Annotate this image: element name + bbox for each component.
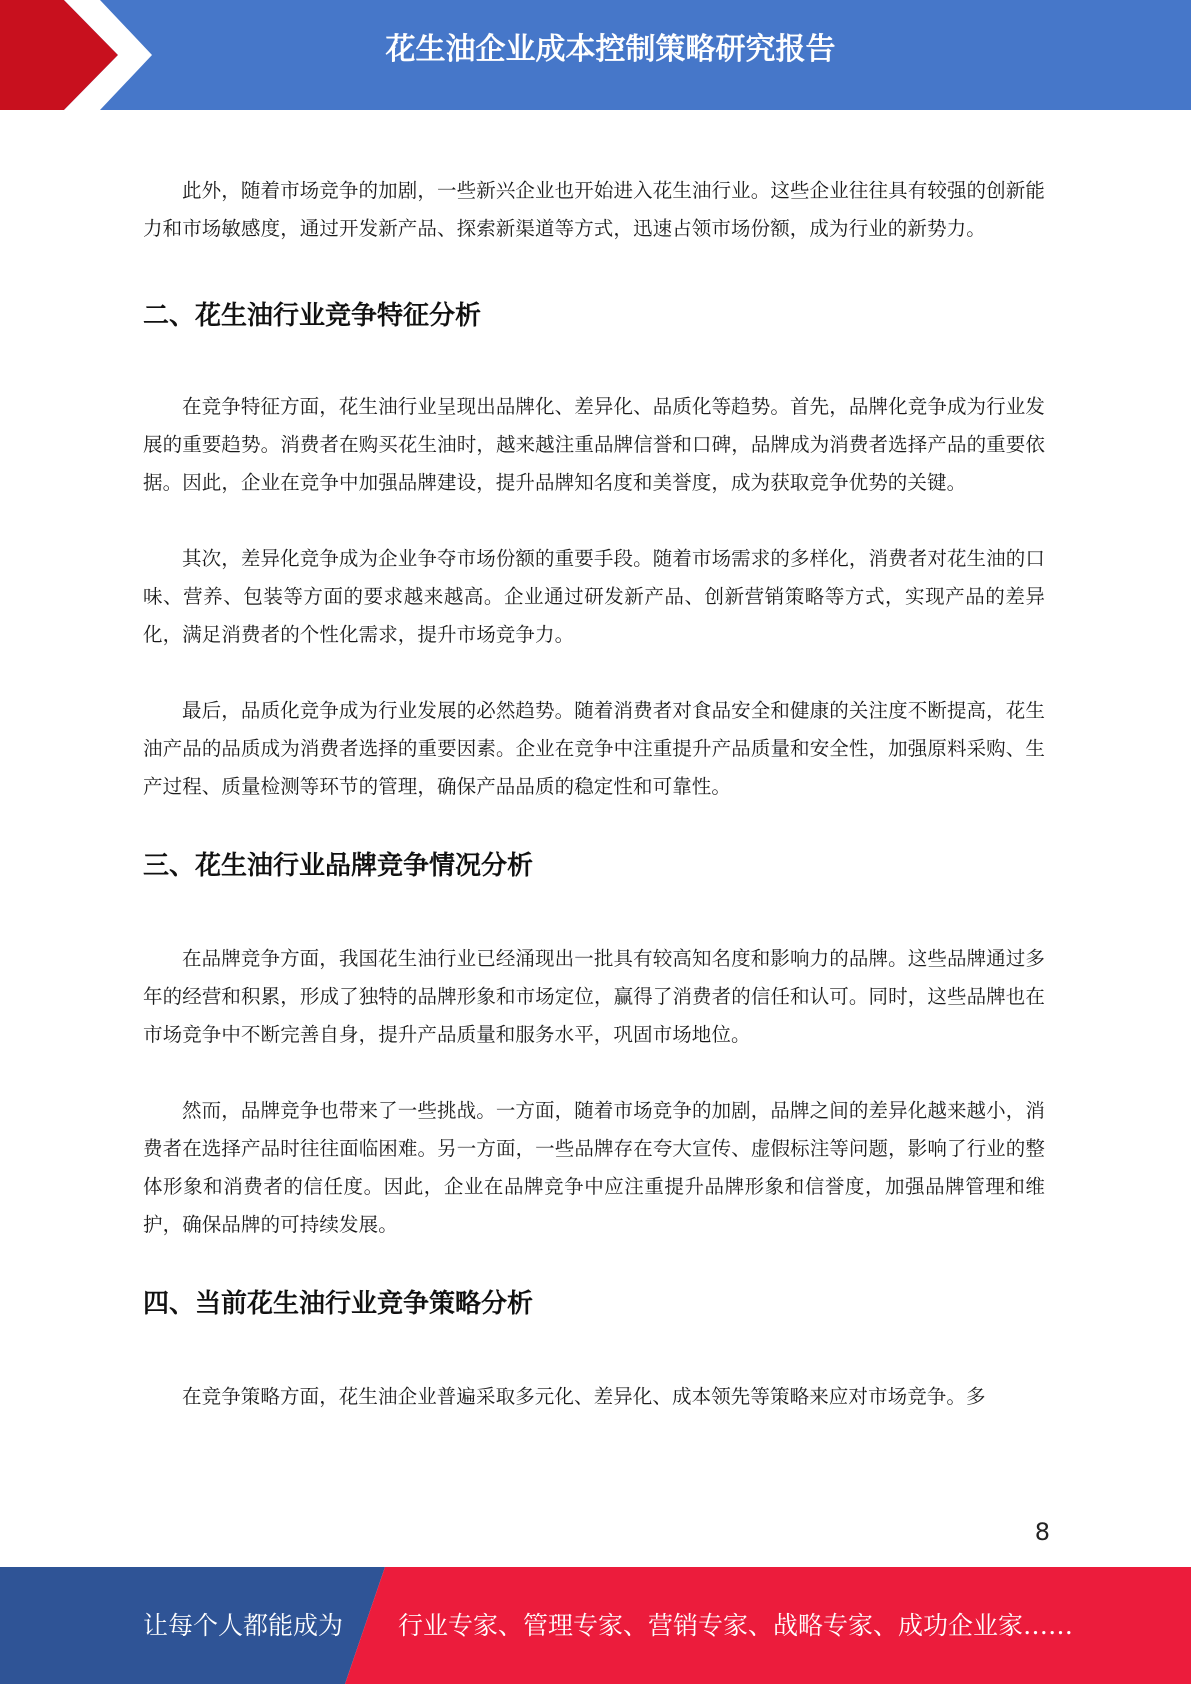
footer-slogan-right: 行业专家、管理专家、营销专家、战略专家、成功企业家…… [398, 1611, 1074, 1640]
header-title: 花生油企业成本控制策略研究报告 [385, 32, 836, 67]
page-header [0, 0, 1191, 110]
paragraph-intro: 此外，随着市场竞争的加剧，一些新兴企业也开始进入花生油行业。这些企业往往具有较强的创新能力和市场敏感度，通过开发新产品、探索新渠道等方式，迅速占领市场份额，成为行业的新势力。 [143, 179, 1045, 240]
paragraph-brand-competition: 在品牌竞争方面，我国花生油行业已经涌现出一批具有较高知名度和影响力的品牌。这些品牌通过多年的经营和积累，形成了独特的品牌形象和市场定位，赢得了消费者的信任和认可。同时，这些品牌也在市场竞争中不断完善自身，提升产品质量和服务水平，巩固市场地位。 [143, 947, 1045, 1046]
page-footer [0, 1567, 1191, 1684]
paragraph-quality: 最后，品质化竞争成为行业发展的必然趋势。随着消费者对食品安全和健康的关注度不断提高，花生油产品的品质成为消费者选择的重要因素。企业在竞争中注重提升产品质量和安全性，加强原料采购、生产过程、质量检测等环节的管理，确保产品品质的稳定性和可靠性。 [143, 699, 1045, 798]
paragraph-competition-features: 在竞争特征方面，花生油行业呈现出品牌化、差异化、品质化等趋势。首先，品牌化竞争成为行业发展的重要趋势。消费者在购买花生油时，越来越注重品牌信誉和口碑，品牌成为消费者选择产品的重要依据。因此，企业在竞争中加强品牌建设，提升品牌知名度和美誉度，成为获取竞争优势的关键。 [143, 395, 1045, 494]
paragraph-brand-challenges: 然而，品牌竞争也带来了一些挑战。一方面，随着市场竞争的加剧，品牌之间的差异化越来越小，消费者在选择产品时往往面临困难。另一方面，一些品牌存在夸大宣传、虚假标注等问题，影响了行业的整体形象和消费者的信任度。因此，企业在品牌竞争中应注重提升品牌形象和信誉度，加强品牌管理和维护，确保品牌的可持续发展。 [143, 1099, 1045, 1236]
document-body [143, 172, 1045, 1416]
paragraph-strategy: 在竞争策略方面，花生油企业普遍采取多元化、差异化、成本领先等策略来应对市场竞争。多 [182, 1385, 986, 1408]
paragraph-differentiation: 其次，差异化竞争成为企业争夺市场份额的重要手段。随着市场需求的多样化，消费者对花生油的口味、营养、包装等方面的要求越来越高。企业通过研发新产品、创新营销策略等方式，实现产品的差异化，满足消费者的个性化需求，提升市场竞争力。 [143, 547, 1045, 646]
section-title-4: 四、当前花生油行业竞争策略分析 [143, 1289, 534, 1319]
section-title-3: 三、花生油行业品牌竞争情况分析 [143, 851, 534, 881]
page-number: 8 [1034, 1518, 1050, 1546]
section-title-2: 二、花生油行业竞争特征分析 [143, 301, 482, 331]
footer-slogan-left: 让每个人都能成为 [143, 1611, 344, 1640]
